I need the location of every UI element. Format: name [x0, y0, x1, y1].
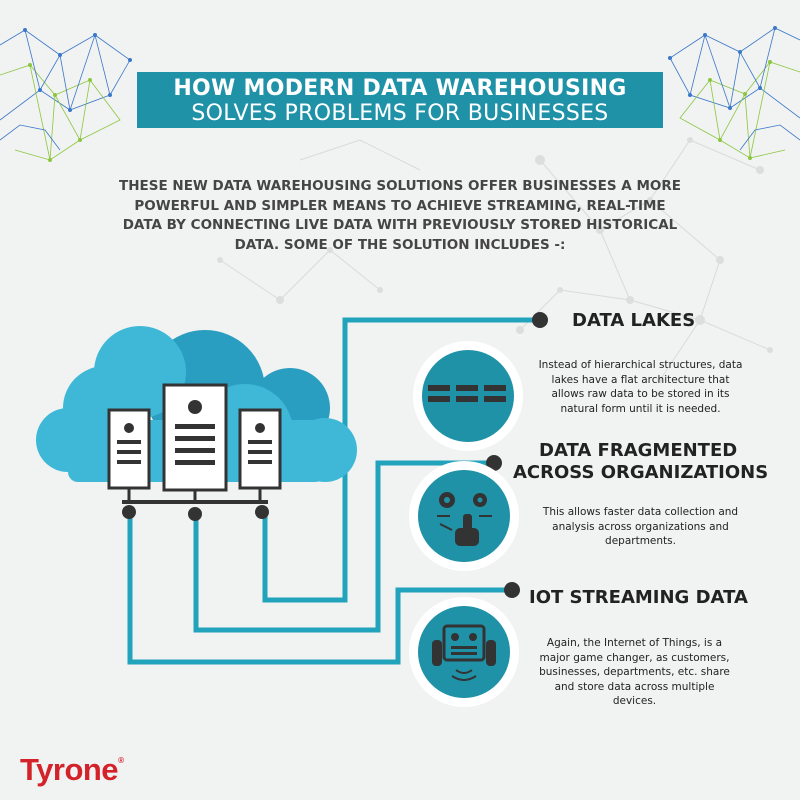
heading-data-lakes: DATA LAKES — [572, 310, 696, 331]
intro-text: THESE NEW DATA WAREHOUSING SOLUTIONS OFFER BUSINESSES A MORE POWERFUL AND SIMPLER MEANS TO ACHIEVE STREAMING, REAL-TIME DATA BY CONNECTING LIVE DATA WITH PREVIOUSLY STORED HISTORICAL DATA. SOME OF THE SOLUTION INCLUDES -: — [119, 178, 681, 253]
title-line-1: HOW MODERN DATA WAREHOUSING — [173, 76, 627, 101]
server-bus — [122, 488, 269, 521]
title-line-2: SOLVES PROBLEMS FOR BUSINESSES — [191, 101, 609, 126]
server-icon-center — [164, 385, 226, 490]
description-data-fragmented: This allows faster data collection and analysis across organizations and departments. — [542, 506, 739, 547]
tablet-iot-icon — [409, 597, 519, 707]
network-watermark — [220, 140, 770, 380]
connector-dot-iot-streaming — [504, 582, 520, 598]
server-icon-left — [109, 410, 149, 488]
server-rack-icon — [413, 341, 523, 451]
server-icon-right — [240, 410, 280, 488]
heading-data-fragmented-line-1: DATA FRAGMENTED — [539, 440, 738, 461]
tyrone-logo — [20, 752, 123, 788]
logo-text: Tyrone — [20, 752, 119, 787]
mesh-decoration-right-nodes — [668, 26, 777, 160]
heading-iot-streaming: IOT STREAMING DATA — [529, 587, 748, 608]
heading-data-fragmented-line-2: ACROSS ORGANIZATIONS — [513, 462, 769, 483]
gears-touch-icon — [409, 461, 519, 571]
network-watermark-nodes — [217, 137, 773, 383]
description-data-lakes: Instead of hierarchical structures, data lakes have a flat architecture that allows raw data to be stored in its natural form until it is needed. — [538, 359, 743, 415]
title-banner — [137, 72, 663, 128]
registered-mark: ® — [118, 756, 124, 765]
description-iot-streaming: Again, the Internet of Things, is a major game changer, as customers, businesses, departments, etc. share and store data across multiple devices. — [539, 637, 730, 707]
heading-data-fragmented — [513, 440, 768, 484]
connector-dot-data-lakes — [532, 312, 548, 328]
